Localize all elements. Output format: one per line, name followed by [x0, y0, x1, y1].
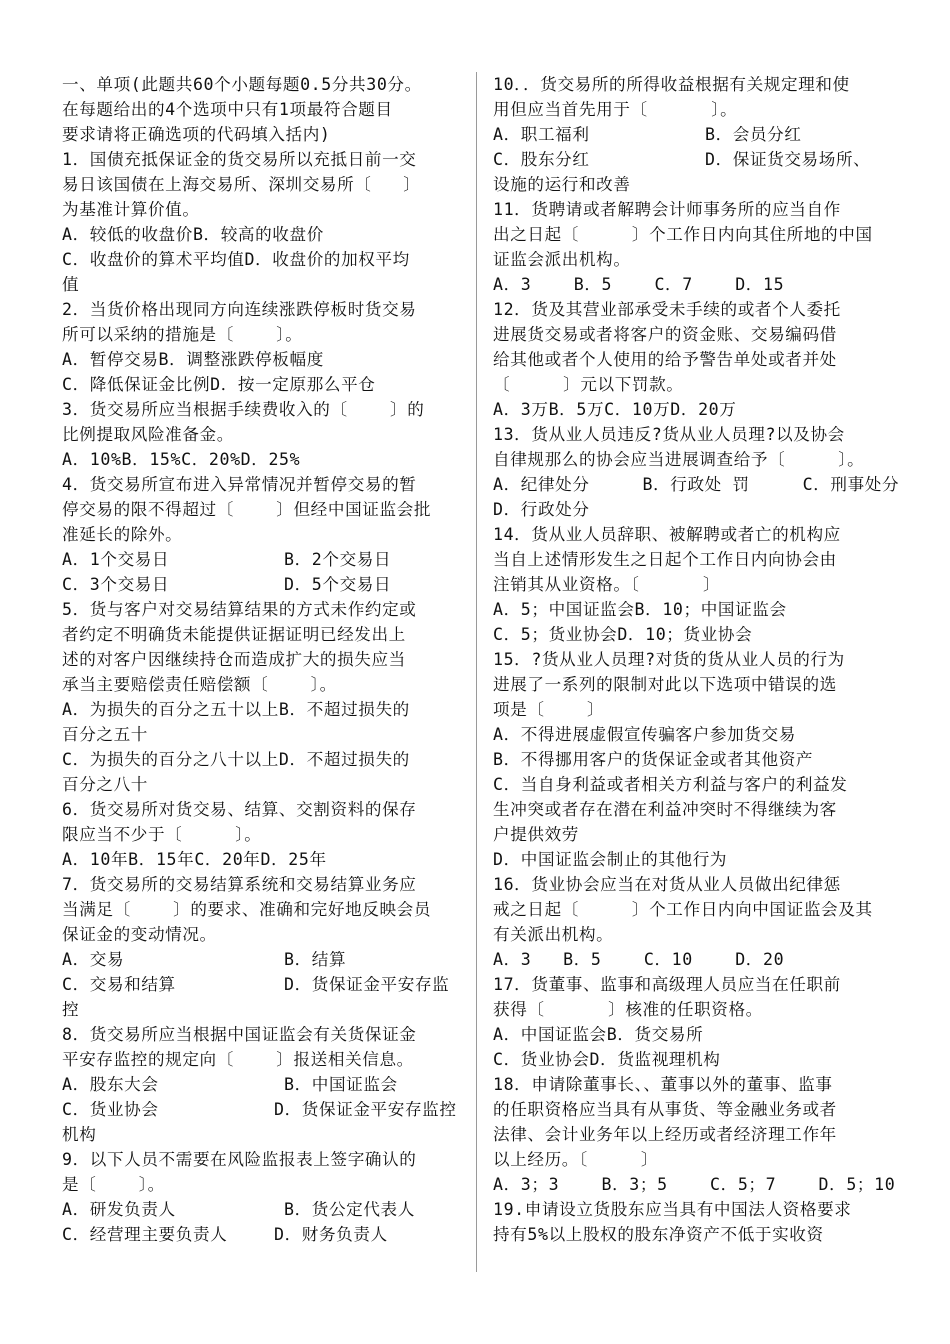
question-stem: 8．货交易所应当根据中国证监会有关货保证金 [62, 1025, 417, 1044]
question-stem: 准延长的除外。 [62, 525, 183, 544]
question-stem: 自律规那么的协会应当进展调查给予〔 〕。 [493, 450, 865, 469]
option-row [493, 147, 891, 172]
question-stem: 的任职资格应当具有从事货、等金融业务或者 [493, 1100, 837, 1119]
question-stem: 13．货从业人员违反?货从业人员理?以及协会 [493, 425, 845, 444]
option-line: C．收盘价的算术平均值D．收盘价的加权平均 [62, 250, 410, 269]
question-stem: 戒之日起〔 〕个工作日内向中国证监会及其 [493, 900, 873, 919]
question-stem: 停交易的限不得超过〔 〕但经中国证监会批 [62, 500, 432, 519]
question-stem: 平安存监控的规定向〔 〕报送相关信息。 [62, 1050, 414, 1069]
question-stem: 比例提取风险准备金。 [62, 425, 234, 444]
question-13 [493, 422, 900, 522]
question-1 [62, 147, 460, 297]
section-header [62, 72, 460, 147]
question-stem: 用但应当首先用于〔 〕。 [493, 100, 738, 119]
question-stem: 注销其从业资格。〔 〕 [493, 575, 721, 594]
question-stem: 述的对客户因继续持仓而造成扩大的损失应当 [62, 650, 406, 669]
option-row [62, 1072, 460, 1097]
question-3 [62, 397, 460, 472]
question-stem: 10．．货交易所的所得收益根据有关规定理和使 [493, 75, 850, 94]
option-row [62, 972, 460, 997]
question-stem: 18．申请除董事长、、董事以外的董事、监事 [493, 1075, 833, 1094]
question-stem: 保证金的变动情况。 [62, 925, 217, 944]
option-line: A．中国证监会B．货交易所 [493, 1025, 704, 1044]
question-stem: 获得〔 〕核准的任职资格。 [493, 1000, 763, 1019]
option-row [62, 572, 460, 597]
question-stem: 法律、会计业务年以上经历或者经济理工作年 [493, 1125, 837, 1144]
question-stem: 〔 〕元以下罚款。 [493, 375, 684, 394]
option-line: C．降低保证金比例D．按一定原那么平仓 [62, 375, 376, 394]
option-d: D．5个交易日 [284, 575, 392, 594]
option-b: B．中国证监会 [284, 1075, 398, 1094]
question-9 [62, 1147, 460, 1247]
option-line: A．3；3 B．3；5 C．5；7 D．5；10 [493, 1175, 896, 1194]
question-stem: 11．货聘请或者解聘会计师事务所的应当自作 [493, 200, 841, 219]
option-line: 生冲突或者存在潜在利益冲突时不得继续为客 [493, 800, 837, 819]
option-c: C．经营理主要负责人 [62, 1225, 228, 1244]
option-b: B．2个交易日 [284, 550, 392, 569]
option-line: A．10年B．15年C．20年D．25年 [62, 850, 327, 869]
option-line: C．货业协会D．货监视理机构 [493, 1050, 721, 1069]
question-2 [62, 297, 460, 397]
left-column [62, 72, 460, 1247]
question-stem: 当满足〔 〕的要求、准确和完好地反映会员 [62, 900, 432, 919]
question-stem: 出之日起〔 〕个工作日内向其住所地的中国 [493, 225, 873, 244]
option-line: D．行政处分 [493, 500, 590, 519]
question-stem: 4．货交易所宣布进入异常情况并暂停交易的暂 [62, 475, 417, 494]
question-18 [493, 1072, 896, 1197]
question-stem: 12．货及其营业部承受未手续的或者个人委托 [493, 300, 841, 319]
question-11 [493, 197, 891, 297]
question-stem: 14．货从业人员辞职、被解聘或者亡的机构应 [493, 525, 841, 544]
option-line: 百分之五十 [62, 725, 148, 744]
option-b: B．会员分红 [705, 125, 802, 144]
question-15 [493, 647, 891, 872]
option-continuation: 控 [62, 1000, 80, 1019]
option-a: A．股东大会 [62, 1075, 159, 1094]
option-line: D．中国证监会制止的其他行为 [493, 850, 728, 869]
option-c: C．货业协会 [62, 1100, 159, 1119]
option-d: D．保证货交易场所、 [705, 150, 871, 169]
option-c: C．交易和结算 [62, 975, 176, 994]
option-d: D．货保证金平安存监 [284, 975, 450, 994]
option-row [62, 1197, 460, 1222]
question-stem: 6．货交易所对货交易、结算、交割资料的保存 [62, 800, 417, 819]
option-a: A．交易 [62, 950, 125, 969]
question-6 [62, 797, 460, 872]
option-b: B．结算 [284, 950, 347, 969]
option-line: A．纪律处分 B．行政处 罚 C．刑事处分 [493, 475, 900, 494]
question-16 [493, 872, 891, 972]
question-stem: 3．货交易所应当根据手续费收入的〔 〕的 [62, 400, 425, 419]
question-stem: 证监会派出机构。 [493, 250, 631, 269]
header-line: 在每题给出的4个选项中只有1项最符合题目 [62, 100, 393, 119]
option-line: A．3万B．5万C．10万D．20万 [493, 400, 737, 419]
option-d: D．财务负责人 [274, 1225, 388, 1244]
question-14 [493, 522, 891, 647]
option-line: A．3 B．5 C．10 D．20 [493, 950, 785, 969]
question-stem: 有关派出机构。 [493, 925, 614, 944]
question-4 [62, 472, 460, 597]
question-stem: 是〔 〕。 [62, 1175, 165, 1194]
question-stem: 17．货董事、监事和高级理人员应当在任职前 [493, 975, 841, 994]
question-stem: 1．国债充抵保证金的货交易所以充抵日前一交 [62, 150, 417, 169]
option-continuation: 设施的运行和改善 [493, 175, 631, 194]
option-line: C．当自身利益或者相关方利益与客户的利益发 [493, 775, 848, 794]
question-5 [62, 597, 460, 797]
option-c: C．3个交易日 [62, 575, 170, 594]
question-stem: 易日该国债在上海交易所、深圳交易所〔 〕 [62, 175, 421, 194]
question-stem: 19.申请设立货股东应当具有中国法人资格要求 [493, 1200, 852, 1219]
option-line: A．为损失的百分之五十以上B．不超过损失的 [62, 700, 410, 719]
question-stem: 为基准计算价值。 [62, 200, 200, 219]
question-stem: 5．货与客户对交易结算结果的方式未作约定或 [62, 600, 417, 619]
question-19 [493, 1197, 891, 1247]
option-d: D．货保证金平安存监控 [274, 1100, 457, 1119]
option-line: 百分之八十 [62, 775, 148, 794]
question-stem: 限应当不少于〔 〕。 [62, 825, 262, 844]
option-row [62, 1222, 460, 1247]
header-line: 一、单项(此题共60个小题每题0.5分共30分。 [62, 75, 422, 94]
option-line: C．为损失的百分之八十以上D．不超过损失的 [62, 750, 410, 769]
question-stem: 所可以采纳的措施是〔 〕。 [62, 325, 303, 344]
option-a: A．职工福利 [493, 125, 590, 144]
question-stem: 进展了一系列的限制对此以下选项中错误的选 [493, 675, 837, 694]
option-row [62, 947, 460, 972]
question-stem: 2．当货价格出现同方向连续涨跌停板时货交易 [62, 300, 417, 319]
option-a: A．1个交易日 [62, 550, 170, 569]
option-line: B．不得挪用客户的货保证金或者其他资产 [493, 750, 814, 769]
option-line: A．暂停交易B．调整涨跌停板幅度 [62, 350, 324, 369]
option-line: C．5；货业协会D．10；货业协会 [493, 625, 753, 644]
option-line: A．较低的收盘价B．较高的收盘价 [62, 225, 324, 244]
question-10 [493, 72, 891, 197]
question-8 [62, 1022, 460, 1147]
question-stem: 给其他或者个人使用的给予警告单处或者并处 [493, 350, 837, 369]
column-divider [476, 72, 477, 1272]
question-stem: 16．货业协会应当在对货从业人员做出纪律惩 [493, 875, 841, 894]
option-row [62, 1097, 460, 1122]
option-a: A．研发负责人 [62, 1200, 176, 1219]
question-stem: 15．?货从业人员理?对货的货从业人员的行为 [493, 650, 845, 669]
question-stem: 持有5%以上股权的股东净资产不低于实收资 [493, 1225, 824, 1244]
header-line: 要求请将正确选项的代码填入括内) [62, 125, 331, 144]
option-line: 值 [62, 275, 80, 294]
question-stem: 7．货交易所的交易结算系统和交易结算业务应 [62, 875, 417, 894]
option-line: A．5；中国证监会B．10；中国证监会 [493, 600, 787, 619]
question-17 [493, 972, 891, 1072]
question-stem: 项是〔 〕 [493, 700, 605, 719]
option-row [62, 547, 460, 572]
option-row [493, 122, 891, 147]
question-stem: 者约定不明确货未能提供证据证明已经发出上 [62, 625, 406, 644]
option-line: A．3 B．5 C．7 D．15 [493, 275, 785, 294]
question-stem: 承当主要赔偿责任赔偿额〔 〕。 [62, 675, 337, 694]
question-12 [493, 297, 891, 422]
option-c: C．股东分红 [493, 150, 590, 169]
option-line: 户提供效劳 [493, 825, 579, 844]
question-stem: 9．以下人员不需要在风险监报表上签字确认的 [62, 1150, 417, 1169]
option-b: B．货公定代表人 [284, 1200, 415, 1219]
question-stem: 以上经历。〔 〕 [493, 1150, 659, 1169]
question-7 [62, 872, 460, 1022]
option-line: A．10%B．15%C．20%D．25% [62, 450, 301, 469]
question-stem: 当自上述情形发生之日起个工作日内向协会由 [493, 550, 837, 569]
option-continuation: 机构 [62, 1125, 97, 1144]
option-line: A．不得进展虚假宣传骗客户参加货交易 [493, 725, 796, 744]
question-stem: 进展货交易或者将客户的资金账、交易编码借 [493, 325, 837, 344]
right-column [493, 72, 900, 1247]
